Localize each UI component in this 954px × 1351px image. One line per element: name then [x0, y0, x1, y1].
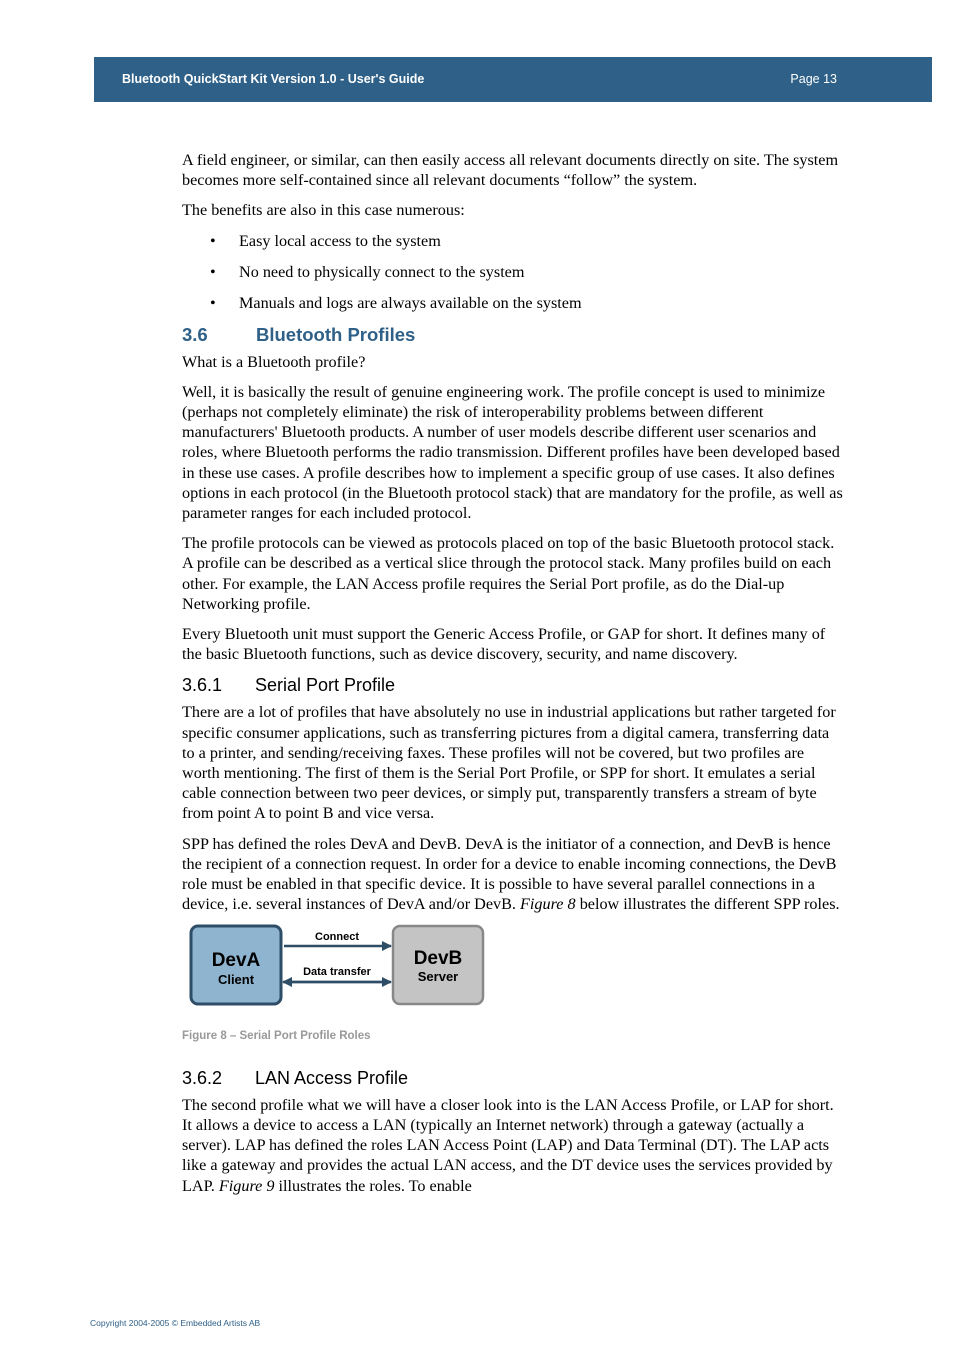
paragraph: SPP has defined the roles DevA and DevB. DevA is the initiator of a connection, and DevB is hence the recipient of a connection request. In order for a device to enable incoming connections, the DevB role must be enabled in that specific device. It is possible to have several parallel connections in a device, i.e. several instances of DevA and/or DevB. Figure 8 below illustrates the different SPP roles. — [182, 834, 840, 914]
paragraph: The profile protocols can be viewed as protocols placed on top of the basic Bluetooth protocol stack. A profile can be described as a vertical slice through the protocol stack. Many profiles build on each other. For example, the LAN Access profile requires the Serial Port profile, as do the Dial-up Networking profile. — [182, 534, 835, 613]
section-number: 3.6 — [182, 323, 208, 345]
bullet-icon: • — [210, 293, 216, 312]
subsection-heading-3-6-1 — [182, 674, 844, 696]
subsection-number: 3.6.1 — [182, 675, 223, 696]
intro-paragraph-1: A field engineer, or similar, can then easily access all relevant documents directly on site. The system becomes more self-contained since all relevant documents “follow” the system. — [182, 151, 839, 190]
page-content — [182, 150, 844, 1206]
spp-diagram — [182, 924, 502, 1014]
figure-spp-roles — [182, 924, 502, 1014]
copyright-footer: Copyright 2004-2005 © Embedded Artists AB — [90, 1318, 261, 1328]
deva-title: DevA — [211, 950, 261, 972]
list-item: • Easy local access to the system — [210, 231, 441, 250]
page-number: Page 13 — [790, 72, 837, 86]
subsection-title: Serial Port Profile — [255, 675, 396, 696]
paragraph: There are a lot of profiles that have absolutely no use in industrial applications but rather targeted for specific consumer applications, such as transferring pictures from a digital camera, transferring data to a printer, and sending/receiving faxes. These profiles will not be covered, but two profiles are worth mentioning. The first of them is the Serial Port Profile, or SPP for short. It emulates a serial cable connection between two peer devices, or simply put, transparently transfers a stream of byte from point A to point B and vice versa. — [182, 703, 836, 823]
bullet-icon: • — [210, 262, 216, 281]
data-transfer-label: Data transfer — [303, 966, 371, 979]
figure-caption: Figure 8 – Serial Port Profile Roles — [182, 1030, 371, 1043]
paragraph: What is a Bluetooth profile? — [182, 352, 366, 371]
figure-reference: Figure 8 — [520, 895, 576, 914]
benefits-list — [182, 231, 844, 313]
list-item: • Manuals and logs are always available on the system — [210, 293, 582, 312]
devb-subtitle: Server — [417, 969, 459, 985]
devb-title: DevB — [413, 948, 463, 970]
paragraph: The second profile what we will have a closer look into is the LAN Access Profile, or LAP for short. It allows a device to access a LAN (typically an Internet network) through a gateway (actually a server). LAP has defined the roles LAN Access Point (LAP) and Data Terminal (DT). The LAP acts like a gateway and provides the actual LAN access, and the DT device uses the services provided by LAP. Figure 9 illustrates the roles. To enable — [182, 1095, 834, 1195]
intro-paragraph-2: The benefits are also in this case numerous: — [182, 201, 465, 220]
connect-label: Connect — [315, 931, 359, 944]
figure-reference: Figure 9 — [218, 1176, 275, 1195]
section-title: Bluetooth Profiles — [256, 323, 416, 345]
document-title: Bluetooth QuickStart Kit Version 1.0 - User's Guide — [122, 72, 425, 86]
subsection-heading-3-6-2 — [182, 1067, 844, 1089]
section-heading-3-6 — [182, 324, 844, 346]
page-header — [94, 57, 932, 102]
paragraph: Every Bluetooth unit must support the Generic Access Profile, or GAP for short. It defines many of the basic Bluetooth functions, such as device discovery, security, and name discovery. — [182, 625, 826, 664]
bullet-icon: • — [210, 231, 216, 250]
subsection-title: LAN Access Profile — [255, 1067, 409, 1088]
subsection-number: 3.6.2 — [182, 1067, 223, 1088]
paragraph: Well, it is basically the result of genuine engineering work. The profile concept is used to minimize (perhaps not completely eliminate) the risk of interoperability problems between different manufacturers' Bluetooth products. A number of user models describe different user scenarios and roles, where Bluetooth performs the radio transmission. Different profiles have been developed based in these use cases. A profile describes how to implement a specific group of use cases. It also defines options in each protocol (in the Bluetooth protocol stack) that are mandatory for the profile, as well as parameter ranges for each included protocol. — [182, 382, 843, 523]
list-item: • No need to physically connect to the system — [210, 262, 525, 281]
deva-subtitle: Client — [217, 972, 255, 988]
